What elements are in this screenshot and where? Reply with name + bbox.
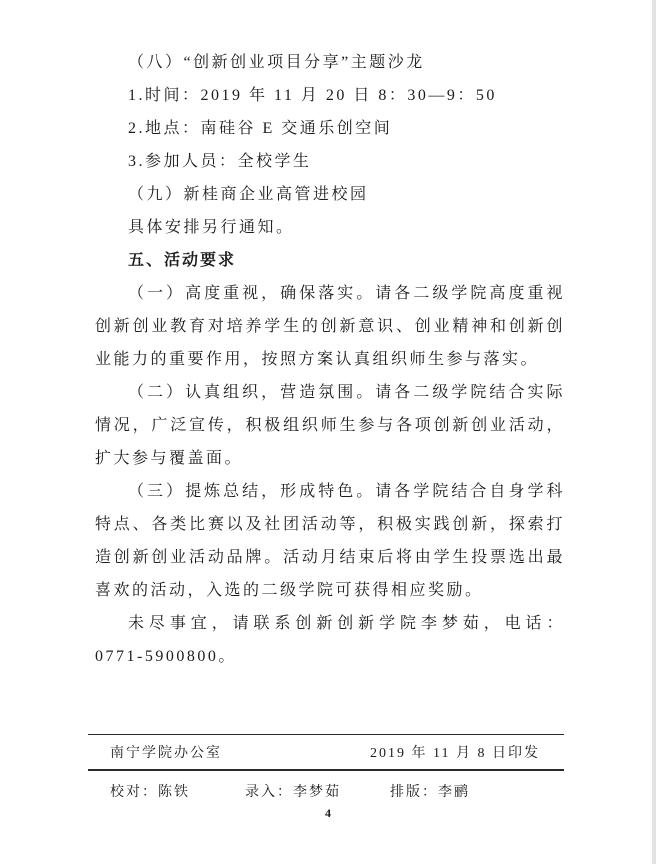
requirement-3: （三）提炼总结，形成特色。请各学院结合自身学科特点、各类比赛以及社团活动等，积极实践创新，探索打造创新创业活动品牌。活动月结束后将由学生投票选出最喜欢的活动，入选的二级学院可获得相应奖励。: [95, 483, 565, 599]
item-8-heading: （八）“创新创业项目分享”主题沙龙: [128, 54, 425, 71]
footer-issuing-row: [88, 735, 564, 769]
item-8-participants: 3.参加人员：全校学生: [128, 153, 312, 170]
page-right-edge: [652, 0, 656, 864]
issuing-office: 南宁学院办公室: [110, 746, 222, 761]
document-footer: [88, 734, 564, 811]
document-body: [95, 46, 565, 673]
print-date: 2019 年 11 月 8 日印发: [370, 746, 540, 761]
page-number: 4: [325, 806, 331, 820]
requirement-1: （一）高度重视，确保落实。请各二级学院高度重视创新创业教育对培养学生的创新意识、创业精神和创新创业能力的重要作用，按照方案认真组织师生参与落实。: [95, 285, 565, 368]
item-9-note: 具体安排另行通知。: [128, 219, 295, 236]
section-5-heading: 五、活动要求: [128, 252, 237, 269]
item-9-heading: （九）新桂商企业高管进校园: [128, 186, 369, 203]
typesetter-credit: 排版：李鹂: [390, 785, 470, 800]
item-8-place: 2.地点：南硅谷 E 交通乐创空间: [128, 120, 393, 137]
contact-note: 未尽事宜，请联系创新创新学院李梦茹，电话：0771-5900800。: [95, 615, 565, 665]
proofreader-credit: 校对：陈铁: [110, 785, 190, 800]
item-8-time: 1.时间：2019 年 11 月 20 日 8：30—9：50: [128, 87, 497, 104]
footer-credits-row: [88, 771, 564, 811]
requirement-2: （二）认真组织，营造氛围。请各二级学院结合实际情况，广泛宣传，积极组织师生参与各项创新创业活动，扩大参与覆盖面。: [95, 384, 565, 467]
typist-credit: 录入：李梦茹: [245, 785, 341, 800]
